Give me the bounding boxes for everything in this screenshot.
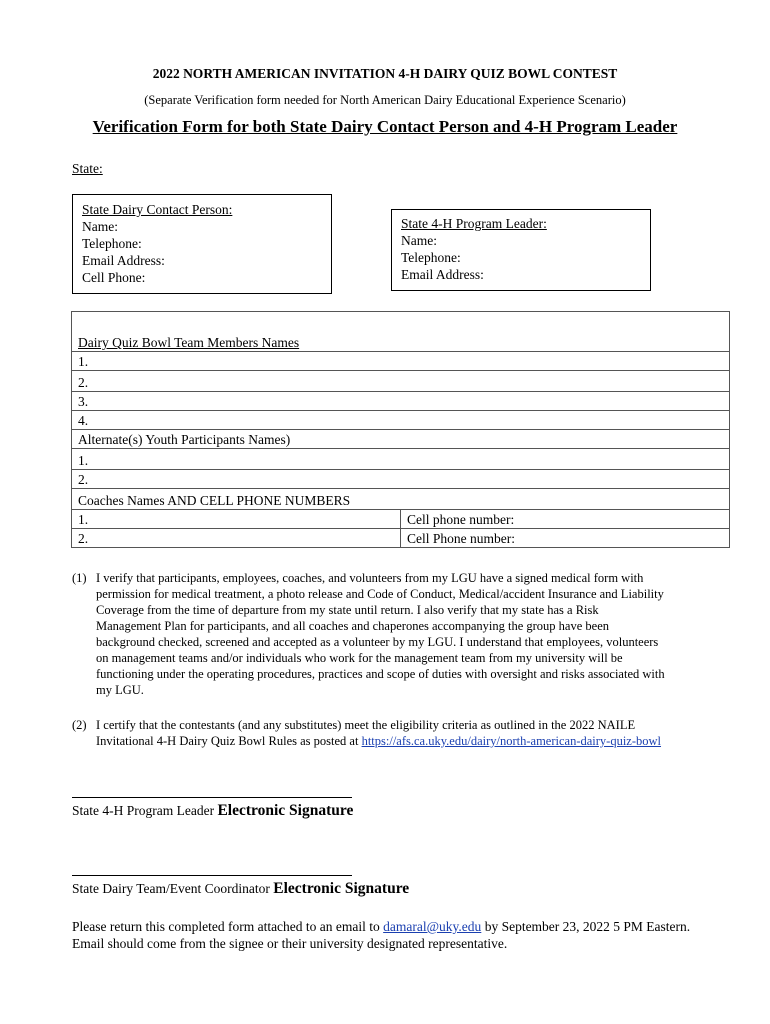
coach-1-name-field[interactable]: 1.: [72, 510, 401, 529]
program-leader-telephone-field[interactable]: Telephone:: [401, 250, 461, 265]
statement-2-number: (2): [72, 718, 87, 732]
coordinator-signature-line[interactable]: [72, 875, 352, 876]
alternate-1-field[interactable]: 1.: [72, 449, 730, 470]
table-row: [72, 371, 730, 392]
table-row: [72, 470, 730, 489]
statement-1-line: Coverage from the time of departure from my state until return. I also verify that my state has a Risk: [96, 603, 599, 617]
alternates-heading: Alternate(s) Youth Participants Names): [72, 430, 730, 449]
team-member-4-field[interactable]: 4.: [72, 411, 730, 430]
state-label: State:: [72, 161, 103, 176]
statement-1-line: functioning under the operating procedures, practices and scope of duties with oversight and risks associated with: [96, 667, 665, 681]
dairy-contact-box: [72, 194, 332, 294]
dairy-contact-heading: State Dairy Contact Person:: [82, 202, 233, 217]
return-instructions: [72, 918, 732, 952]
coach-2-name-field[interactable]: 2.: [72, 529, 401, 548]
statement-1-line: I verify that participants, employees, coaches, and volunteers from my LGU have a signed medical form with: [96, 571, 644, 585]
statement-1-number: (1): [72, 571, 87, 585]
contest-title: 2022 NORTH AMERICAN INVITATION 4-H DAIRY QUIZ BOWL CONTEST: [152, 66, 618, 81]
statement-2-line: I certify that the contestants (and any substitutes) meet the eligibility criteria as outlined in the 2022 NAILE: [96, 718, 636, 732]
coaches-heading: Coaches Names AND CELL PHONE NUMBERS: [72, 489, 730, 510]
return-suffix: by September 23, 2022 5 PM Eastern.: [481, 919, 691, 934]
form-title: Verification Form for both State Dairy Contact Person and 4-H Program Leader: [92, 117, 678, 136]
email-link[interactable]: damaral@uky.edu: [383, 919, 482, 934]
table-row: [72, 352, 730, 371]
team-member-1-field[interactable]: 1.: [72, 352, 730, 371]
roster-table: [71, 311, 730, 548]
leader-electronic-signature: Electronic Signature: [217, 802, 354, 819]
leader-label-text: State 4-H Program Leader: [72, 803, 218, 818]
dairy-contact-name-field[interactable]: Name:: [82, 219, 118, 234]
dairy-contact-telephone-field[interactable]: Telephone:: [82, 236, 142, 251]
rules-link[interactable]: https://afs.ca.uky.edu/dairy/north-american-dairy-quiz-bowl: [361, 734, 662, 748]
statement-2-prefix: Invitational 4-H Dairy Quiz Bowl Rules as posted at: [96, 734, 362, 748]
contest-subtitle: (Separate Verification form needed for North American Dairy Educational Experience Scenario): [144, 93, 626, 107]
return-line-1: [72, 918, 732, 935]
coordinator-signature-label: [72, 880, 409, 897]
coordinator-label-text: State Dairy Team/Event Coordinator: [72, 881, 274, 896]
leader-signature-line[interactable]: [72, 797, 352, 798]
program-leader-name-field[interactable]: Name:: [401, 233, 437, 248]
statement-1-line: background checked, screened and accepted as a volunteer by my LGU. I understand that employees, volunteers: [96, 635, 659, 649]
team-members-heading: Dairy Quiz Bowl Team Members Names: [72, 312, 730, 352]
table-row: [72, 411, 730, 430]
table-row: [72, 529, 730, 548]
statement-1-line: on management teams and/or individuals who work for the management team from my university will be: [96, 651, 623, 665]
program-leader-heading: State 4-H Program Leader:: [401, 216, 547, 231]
table-row: [72, 449, 730, 470]
dairy-contact-cell-field[interactable]: Cell Phone:: [82, 270, 146, 285]
team-member-2-field[interactable]: 2.: [72, 371, 730, 392]
statement-2-line: [96, 733, 730, 749]
table-row: [72, 392, 730, 411]
leader-signature-label: [72, 802, 353, 819]
statement-1-line: permission for medical treatment, a photo release and Code of Conduct, Medical/accident Insurance and Liability: [96, 587, 664, 601]
team-member-3-field[interactable]: 3.: [72, 392, 730, 411]
statement-1-line: my LGU.: [96, 683, 144, 697]
return-line-2: Email should come from the signee or their university designated representative.: [72, 936, 508, 951]
dairy-contact-email-field[interactable]: Email Address:: [82, 253, 165, 268]
statement-2: [96, 717, 730, 749]
coach-2-phone-field[interactable]: Cell Phone number:: [401, 529, 730, 548]
statement-1: [96, 570, 730, 698]
table-row: [72, 510, 730, 529]
return-prefix: Please return this completed form attached to an email to: [72, 919, 384, 934]
coordinator-electronic-signature: Electronic Signature: [273, 880, 410, 897]
program-leader-email-field[interactable]: Email Address:: [401, 267, 484, 282]
statement-1-line: Management Plan for participants, and all coaches and chaperones accompanying the group have been: [96, 619, 609, 633]
coach-1-phone-field[interactable]: Cell phone number:: [401, 510, 730, 529]
alternate-2-field[interactable]: 2.: [72, 470, 730, 489]
program-leader-box: [391, 209, 651, 291]
